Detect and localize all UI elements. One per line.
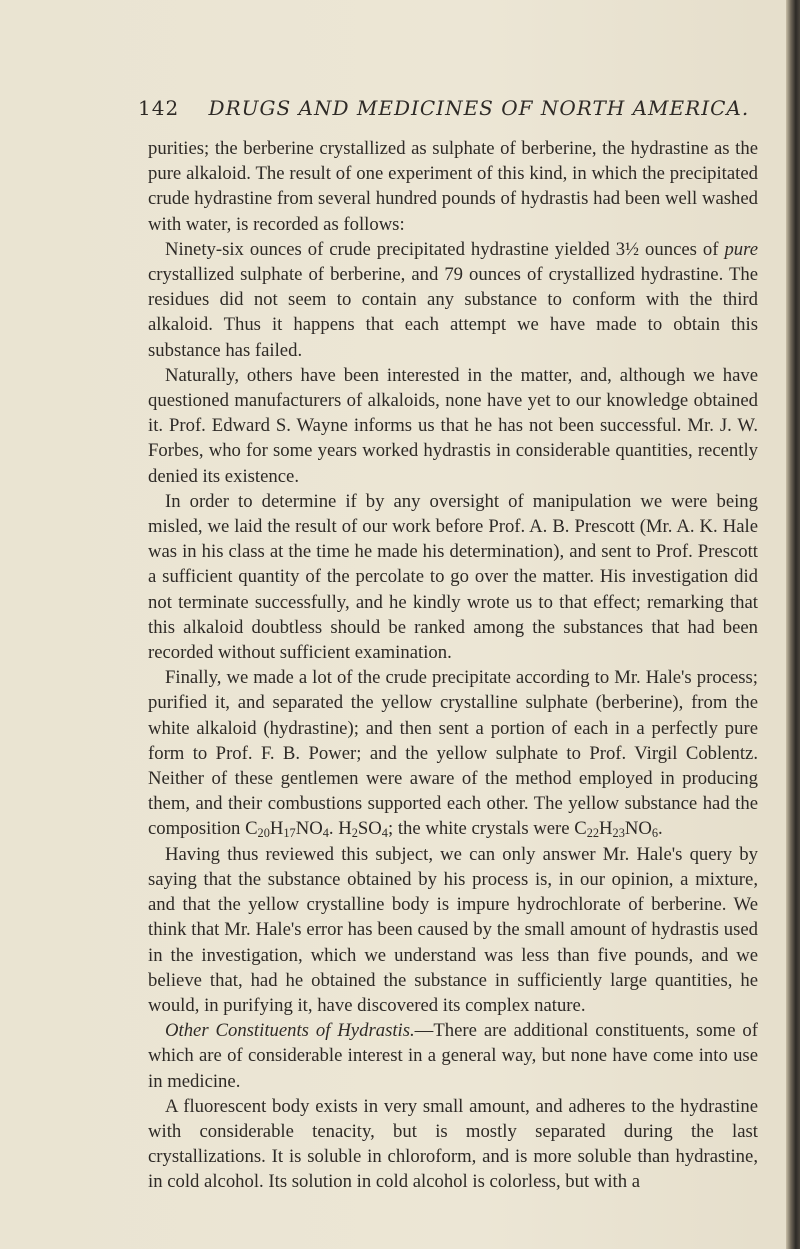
experiment-paragraph: [148, 237, 758, 363]
finally-middle: ; the white crystals were: [387, 818, 570, 840]
paragraph: Having thus reviewed this subject, we can only answer Mr. Hale's query by saying that the substance obtained by his process is, in our opinion, a mixture, and that the yellow crystalline body is impure hydrochlorate of berberine. We think that Mr. Hale's error has been caused by the small amount of hydrastis used in the investigation, which we understand was less than five pounds, and we believe that, had he obtained the substance in sufficiently large quantities, he would, in purifying it, have discovered its complex nature.: [148, 843, 758, 1016]
page-number: 142: [138, 96, 180, 120]
finally-paragraph: Finally, we made a lot of the crude precipitate according to Mr. Hale's process; purified it, and separated the yellow crystalline sulphate (berberine), from the white alkaloid (hydrastine); and then sent a portion of each in a perfectly pure form to Prof. F. B. Power; and the yellow sulphate to Prof. Virgil Coblentz. Neither of these gentlemen were aware of the method employed in producing them, and their combustions supported each other. The yellow substance had the composition $C_{20}H_{17}NO_4$. $H_2SO_4$; the white crystals were $C_{22}H_{23}NO_6$.: [148, 667, 758, 841]
paragraph: purities; the berberine crystallized as sulphate of berberine, the hydrastine as the pure alkaloid. The result of one experiment of this kind, in which the precipitated crude hydrastine from several hundred pounds of hydrastis had been well washed with water, is recorded as follows:: [148, 138, 758, 235]
body-text: [148, 136, 758, 1195]
yellow-formula: $C_{20}H_{17}NO_4$. $H_2SO_4$: [245, 818, 388, 841]
section-heading: Other Constituents of Hydrastis.: [165, 1020, 415, 1042]
other-constituents-text: —There are additional constituents, some of which are of considerable interest in a general way, but none have come into use in medicine.: [148, 1020, 758, 1092]
white-formula: $C_{22}H_{23}NO_6$: [574, 818, 659, 841]
paragraph: Naturally, others have been interested in the matter, and, although we have questioned manufacturers of alkaloids, none have yet to our knowledge obtained it. Prof. Edward S. Wayne informs us that he has not been successful. Mr. J. W. Forbes, who for some years worked hydrastis in considerable quantities, recently denied its existence.: [148, 364, 758, 487]
paragraph: A fluorescent body exists in very small amount, and adheres to the hydrastine with considerable tenacity, but is mostly separated during the last crystallizations. It is soluble in chloroform, and is more soluble than hydrastine, in cold alcohol. Its solution in cold alcohol is colorless, but with a: [148, 1095, 758, 1193]
other-constituents-paragraph: [148, 1018, 758, 1094]
running-header: [138, 96, 758, 120]
experiment-text-a: Ninety-six ounces of crude precipitated hydrastine yielded 3½ ounces of: [165, 238, 725, 260]
finally-text: Finally, we made a lot of the crude precipitate according to Mr. Hale's process; purified it, and separated the yellow crystalline sulphate (berberine), from the white alkaloid (hydrastine); and then sent a portion of each in a perfectly pure form to Prof. F. B. Power; and the yellow sulphate to Prof. Virgil Coblentz. Neither of these gentlemen were aware of the method employed in producing them, and their combustions supported each other. The yellow substance had the composition: [148, 667, 758, 840]
running-title: DRUGS AND MEDICINES OF NORTH AMERICA.: [208, 96, 750, 120]
pure-emphasis: pure: [724, 238, 758, 260]
paragraph: In order to determine if by any oversight of manipulation we were being misled, we laid the result of our work before Prof. A. B. Prescott (Mr. A. K. Hale was in his class at the time he made his determination), and sent to Prof. Prescott a sufficient quantity of the percolate to go over the matter. His investigation did not terminate successfully, and he kindly wrote us to that effect; remarking that this alkaloid doubtless should be ranked among the substances that had been recorded without sufficient examination.: [148, 490, 758, 664]
experiment-text-b: crystallized sulphate of berberine, and 79 ounces of crystallized hydrastine. The residues did not seem to contain any substance to conform with the third alkaloid. Thus it happens that each attempt we have made to obtain this substance has failed.: [148, 264, 758, 361]
book-edge-shadow: [786, 0, 800, 1249]
